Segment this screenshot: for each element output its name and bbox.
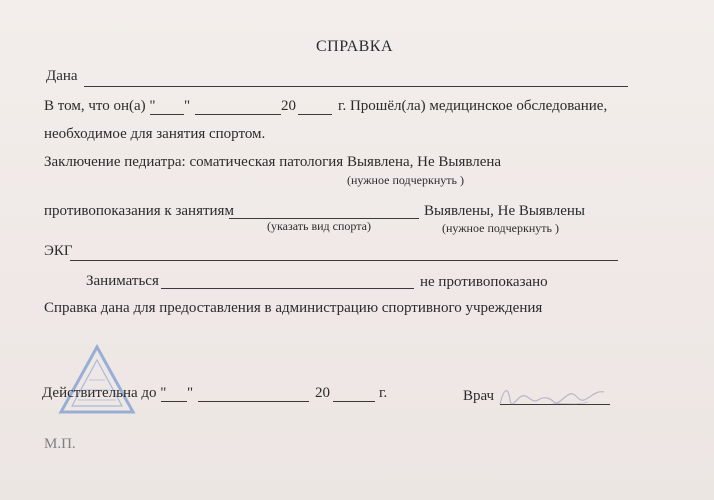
contraindications-label: противопоказания к занятиям [44,203,234,219]
line1-quote: " [184,98,191,114]
contraindications-note: (нужное подчеркнуть ) [442,221,559,235]
month-field [195,114,281,115]
line1-start: В том, что он(а) " [44,98,156,114]
pediatrician-text: Заключение педиатра: соматическая патология Выявлена, Не Выявлена [44,154,502,170]
seal-label: М.П. [44,436,76,452]
document-title: СПРАВКА [316,38,394,55]
pediatrician-note: (нужное подчеркнуть ) [347,173,464,187]
validity-day-field [161,401,187,402]
triangle-stamp [58,344,136,416]
day-field [150,114,184,115]
practice-field [161,288,414,289]
validity-quote: " [187,385,194,401]
sport-note: (указать вид спорта) [267,219,371,233]
doctor-signature [492,380,612,414]
validity-year-prefix: 20 [315,385,330,401]
issued-to-field [84,86,628,87]
year-field [298,114,332,115]
validity-month-field [198,401,309,402]
ecg-field [70,260,618,261]
validity-label: Действительна до " [42,385,167,401]
doctor-label: Врач [463,388,495,404]
ecg-label: ЭКГ [44,243,73,259]
issued-to-label: Дана [46,68,78,84]
practice-suffix: не противопоказано [420,274,548,290]
validity-year-suffix: г. [379,385,388,401]
validity-year-field [333,401,375,402]
line1-end: г. Прошёл(ла) медицинское обследование, [338,98,608,114]
line1-year-prefix: 20 [281,98,296,114]
contraindications-options: Выявлены, Не Выявлены [424,203,585,219]
practice-label: Заниматься [86,273,159,289]
line2-text: необходимое для занятия спортом. [44,126,266,142]
purpose-text: Справка дана для предоставления в администрацию спортивного учреждения [44,300,543,316]
